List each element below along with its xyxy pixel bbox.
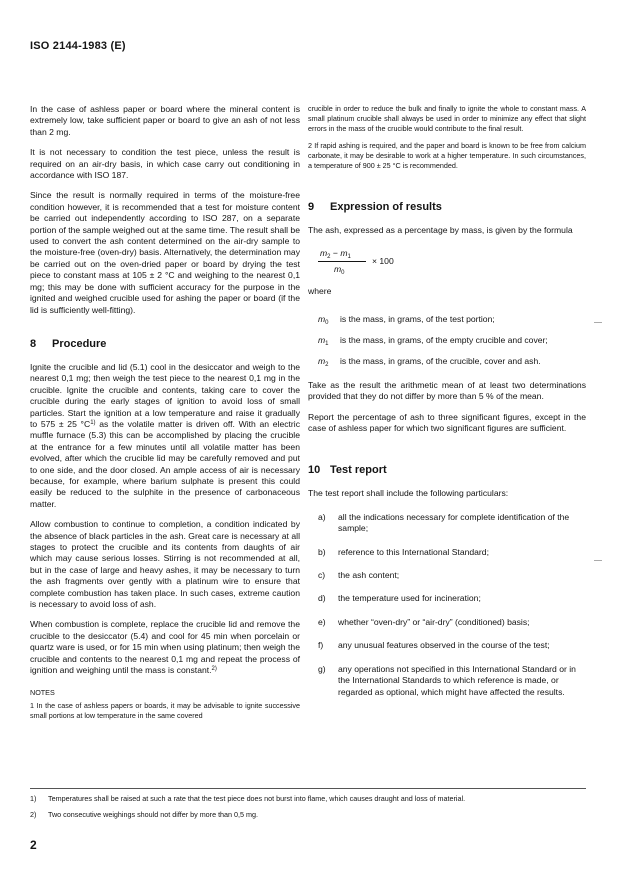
section-number: 8 xyxy=(30,337,37,350)
definition-m2: $m_2$ is the mass, in grams, of the crucible, cover and ash. xyxy=(318,356,541,369)
list-item: b) reference to this International Standard; xyxy=(318,546,489,557)
paragraph-mean: Take as the result the arithmetic mean of at least two determinations provided that they do not differ by more than 5 % of the mean. xyxy=(308,379,586,402)
list-item: c) the ash content; xyxy=(318,570,400,581)
section-9-heading xyxy=(308,201,586,213)
report-intro: The test report shall include the following particulars: xyxy=(308,488,509,499)
footnote-divider xyxy=(30,788,586,789)
formula-numerator: $m_2 - m_1$ xyxy=(320,248,351,261)
margin-mark xyxy=(594,560,602,561)
procedure-text-b: as the volatile matter is driven off. With an electric muffle furnace (5.3) this can be accomplished by placing the crucible at the entrance for a few minutes until all volatile matter has been evolved, after which the crucible lid may be carefully removed and put to one side, and the door closed. An ample access of air is necessary because, for example, where barium sulphate is present this could easily be reduced to the sulphite in the presence of carbonaceous matter. xyxy=(30,418,300,509)
paragraph-moisture: Since the result is normally required in terms of the moisture-free condition however, it is recommended that a test for moisture content be carried out independently according to ISO 287, on a separate portion of the sample weighed out at the same time. The result shall be used to convert the ash content determined on the air-dry sample to the moisture-free (oven-dry) basis. Alternatively, the determination may be carried out on the oven-dried paper or board by drying the test piece to constant mass at 105 ± 2 °C and weighing to the nearest 0,1 mg; this may be done with sufficient accuracy for the purpose in the ignited and weighed crucible used for ashing the paper or board (if the lid is sufficiently well-fitting). xyxy=(30,190,300,315)
note-1: 1 In the case of ashless papers or boards, it may be advisable to ignite successive small portions at low temperature in the same covered xyxy=(30,701,300,721)
formula-multiplier: × 100 xyxy=(372,256,394,267)
footnote-1: 1) Temperatures shall be raised at such a rate that the test piece does not burst into flame, which causes draught and loss of material. xyxy=(30,794,466,803)
section-title: Expression of results xyxy=(330,200,442,213)
procedure-text-c: When combustion is complete, replace the crucible lid and remove the crucible to the desiccator (5.4) and cool for 45 min when porcelain or quartz ware is used, or for 15 min when using platinum; then weigh the crucible and contents to the nearest 0,1 mg and repeat the process of ignition and weighing until the mass is constant. xyxy=(30,619,300,676)
footnote-ref-2: 2) xyxy=(211,666,217,673)
where-label: where xyxy=(308,286,332,297)
note-2: 2 If rapid ashing is required, and the paper and board is known to be free from calcium carbonate, it may be desirable to work at a higher temperature. In such circumstances, a temperature of 900 ± 25 °C is recommended. xyxy=(308,141,586,170)
procedure-paragraph-3 xyxy=(30,619,300,676)
section-number: 9 xyxy=(308,200,315,213)
procedure-paragraph-2: Allow combustion to continue to completion, a condition indicated by the absence of black particles in the ash. Great care is necessary at all stages to protect the crucible and its contents from daughts of air which may cause serious losses. Stirring is not recommended at all, but in the case of large and heavy ashes, it may be necessary to turn the ash fragments over gently with a platinum wire to ensure that complete combustion has taken place. In such cases, extreme caution is necessary to avoid loss of ash. xyxy=(30,519,300,610)
section-10-heading xyxy=(308,464,586,476)
fraction-bar xyxy=(318,261,366,262)
definition-m1: $m_1$ is the mass, in grams, of the empty crucible and cover; xyxy=(318,335,548,347)
section-title: Procedure xyxy=(52,337,107,350)
section-number: 10 xyxy=(308,464,321,477)
list-item: e) whether “oven-dry” or “air-dry” (conditioned) basis; xyxy=(318,616,530,627)
page-header: ISO 2144-1983 (E) xyxy=(30,40,126,52)
footnote-ref-1: 1) xyxy=(90,419,96,426)
paragraph-conditioning: It is not necessary to condition the test piece, unless the result is required on an air-dry basis, in which case carry out conditioning in accordance with ISO 187. xyxy=(30,147,300,181)
paragraph-ashless: In the case of ashless paper or board where the mineral content is extremely low, take sufficient paper or board to give an ash of not less than 2 mg. xyxy=(30,104,300,137)
procedure-paragraph-1 xyxy=(30,362,300,510)
procedure-text-a: Ignite the crucible and lid (5.1) cool in the desiccator and weigh to the nearest 0,1 mg; then weigh the test piece to the nearest 0,1 mg in the crucible. Ignite the crucible and contents, taking care to cover the crucible during the early stages of ignition to avoid loss of small particles. Start the ignition at a low temperature and raise it gradually to 575 ± 25 °C xyxy=(30,361,300,429)
list-item: f) any unusual features observed in the course of the test; xyxy=(318,640,550,651)
section-title: Test report xyxy=(330,464,387,477)
left-column xyxy=(30,104,300,721)
list-item: a) all the indications necessary for complete identification of the sample; xyxy=(318,511,570,534)
paragraph-significant-figures: Report the percentage of ash to three significant figures, except in the case of ashless paper for which two significant figures are sufficient. xyxy=(308,411,586,434)
footnote-2: 2) Two consecutive weighings should not differ by more than 0,5 mg. xyxy=(30,810,259,819)
formula-denominator: $m_0$ xyxy=(334,264,345,277)
note-1-continued: crucible in order to reduce the bulk and finally to ignite the whole to constant mass. A small platinum crucible shall always be used in order to minimize any effect that slight errors in the mass of the crucible would contribute to the final result. xyxy=(308,104,586,133)
notes-heading: NOTES xyxy=(30,688,55,698)
section-8-heading xyxy=(30,338,300,350)
list-item: g) any operations not specified in this International Standard or in the International Standards to which reference is made, or regarded as optional, which might have affected the results. xyxy=(318,663,576,697)
ash-formula xyxy=(308,248,586,278)
right-column xyxy=(308,104,586,710)
margin-mark xyxy=(594,322,602,323)
page-number: 2 xyxy=(30,838,37,852)
list-item: d) the temperature used for incineration; xyxy=(318,593,481,604)
formula-intro: The ash, expressed as a percentage by mass, is given by the formula xyxy=(308,224,573,235)
definition-m0: $m_0$ is the mass, in grams, of the test portion; xyxy=(318,313,495,326)
